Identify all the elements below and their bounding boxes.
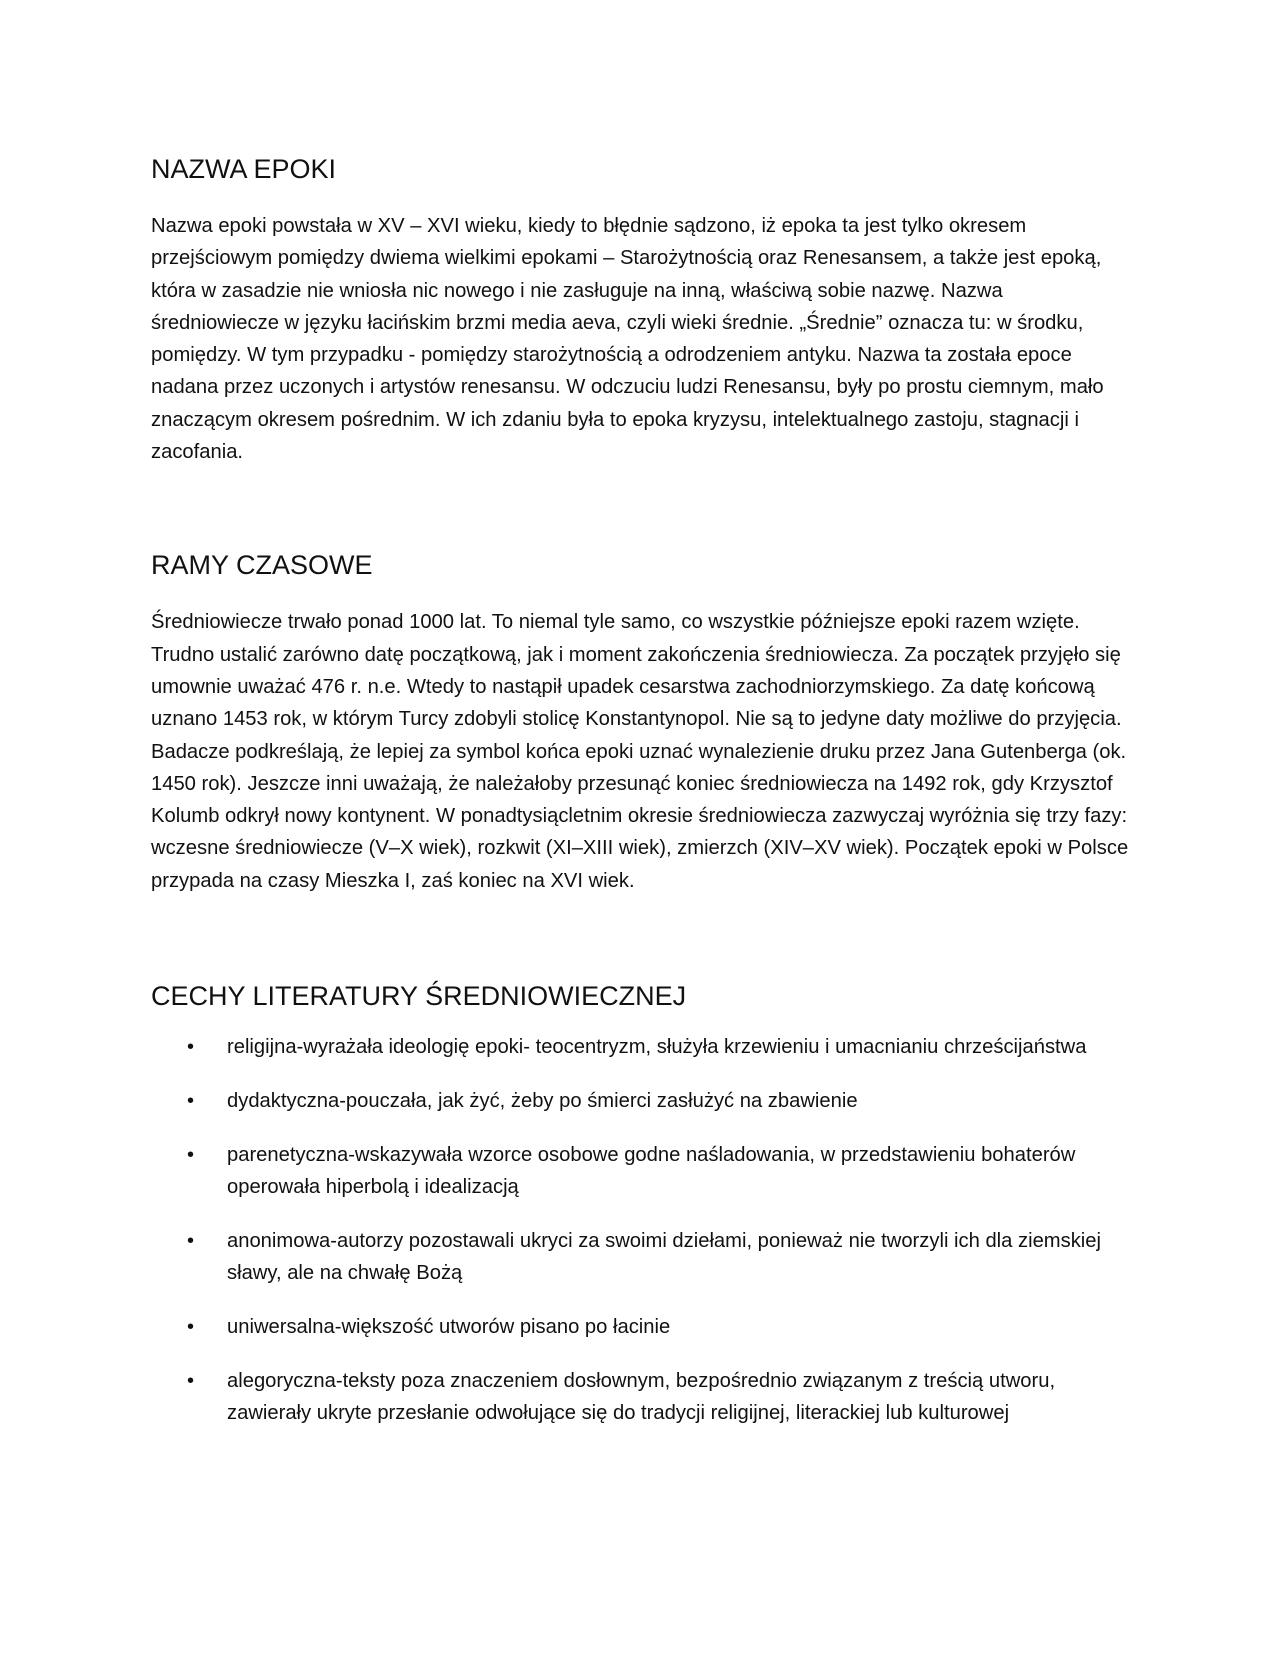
section-paragraph: Średniowiecze trwało ponad 1000 lat. To niemal tyle samo, co wszystkie późniejsze epoki razem wzięte. Trudno ustalić zarówno datę początkową, jak i moment zakończenia średniowiecza. Za początek przyjęło się umownie uważać 476 r. n.e. Wtedy to nastąpił upadek cesarstwa zachodniorzymskiego. Za datę końcową uznano 1453 rok, w którym Turcy zdobyli stolicę Konstantynopol. Nie są to jedyne daty możliwe do przyjęcia. Badacze podkreślają, że lepiej za symbol końca epoki uznać wynalezienie druku przez Jana Gutenberga (ok. 1450 rok). Jeszcze inni uważają, że należałoby przesunąć koniec średniowiecza na 1492 rok, gdy Krzysztof Kolumb odkrył nowy kontynent. W ponadtysiącletnim okresie średniowiecza zazwyczaj wyróżnia się trzy fazy: wczesne średniowiecze (V–X wiek), rozkwit (XI–XIII wiek), zmierzch (XIV–XV wiek). Początek epoki w Polsce przypada na czasy Mieszka I, zaś koniec na XVI wiek. <box>151 611 1129 892</box>
list-item <box>151 1031 1129 1063</box>
bullet-icon: • <box>187 1316 195 1339</box>
bullet-icon: • <box>187 1230 195 1253</box>
list-item-text: alegoryczna-teksty poza znaczeniem dosłownym, bezpośrednio związanym z treścią utworu, zawierały ukryte przesłanie odwołujące się do tradycji religijnej, literackiej lub kulturowej <box>227 1370 1056 1425</box>
bullet-icon: • <box>187 1090 195 1113</box>
list-item-text: uniwersalna-większość utworów pisano po łacinie <box>227 1316 671 1339</box>
list-item-text: religijna-wyrażała ideologię epoki- teocentryzm, służyła krzewieniu i umacnianiu chrześcijaństwa <box>227 1036 1087 1059</box>
list-item <box>151 1365 1129 1429</box>
section-nazwa-epoki <box>151 150 1129 468</box>
list-item <box>151 1225 1129 1289</box>
list-item-text: anonimowa-autorzy pozostawali ukryci za swoimi dziełami, ponieważ nie tworzyli ich dla ziemskiej sławy, ale na chwałę Bożą <box>227 1230 1102 1285</box>
section-cechy-literatury <box>151 977 1129 1429</box>
section-paragraph: Nazwa epoki powstała w XV – XVI wieku, kiedy to błędnie sądzono, iż epoka ta jest tylko okresem przejściowym pomiędzy dwiema wielkimi epokami – Starożytnością oraz Renesansem, a także jest epoką, która w zasadzie nie wniosła nic nowego i nie zasługuje na inną, właściwą sobie nazwę. Nazwa średniowiecze w języku łacińskim brzmi media aeva, czyli wieki średnie. „Średnie” oznacza tu: w środku, pomiędzy. W tym przypadku - pomiędzy starożytnością a odrodzeniem antyku. Nazwa ta została epoce nadana przez uczonych i artystów renesansu. W odczuciu ludzi Renesansu, były po prostu ciemnym, mało znaczącym okresem pośrednim. W ich zdaniu była to epoka kryzysu, intelektualnego zastoju, stagnacji i zacofania. <box>151 215 1104 464</box>
section-heading: CECHY LITERATURY ŚREDNIOWIECZNEJ <box>151 981 687 1012</box>
section-heading: NAZWA EPOKI <box>151 154 337 184</box>
list-item <box>151 1085 1129 1117</box>
section-ramy-czasowe <box>151 546 1129 897</box>
section-heading: RAMY CZASOWE <box>151 550 373 581</box>
bullet-icon: • <box>187 1036 195 1059</box>
list-item-text: dydaktyczna-pouczała, jak żyć, żeby po śmierci zasłużyć na zbawienie <box>227 1090 858 1113</box>
list-item-text: parenetyczna-wskazywała wzorce osobowe godne naśladowania, w przedstawieniu bohaterów operowała hiperbolą i idealizacją <box>227 1144 1076 1199</box>
features-list <box>151 1031 1129 1429</box>
bullet-icon: • <box>187 1370 195 1393</box>
list-item <box>151 1311 1129 1343</box>
document-page <box>151 150 1129 1451</box>
list-item <box>151 1139 1129 1203</box>
bullet-icon: • <box>187 1144 195 1167</box>
